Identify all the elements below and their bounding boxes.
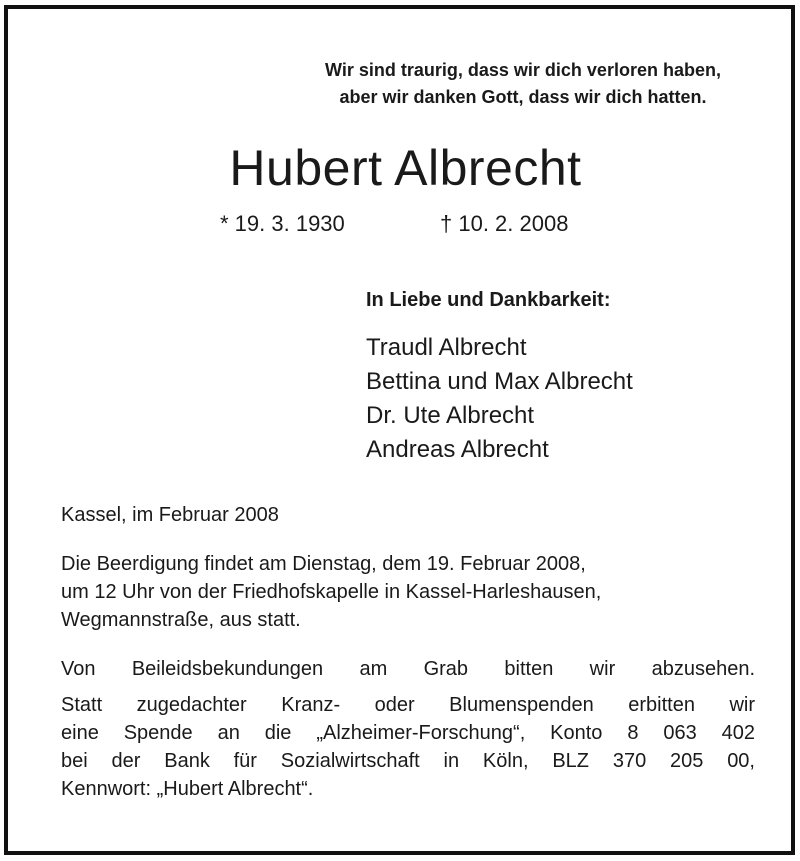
mourners-list (366, 331, 633, 467)
motto-line-1: Wir sind traurig, dass wir dich verloren haben, (325, 60, 721, 80)
donation-request (61, 691, 755, 803)
funeral-line-2: um 12 Uhr von der Friedhofskapelle in Kassel-Harleshausen, (61, 581, 602, 603)
deceased-name: Hubert Albrecht (229, 140, 582, 196)
mourner-name: Traudl Albrecht (366, 334, 527, 361)
mourner-name: Dr. Ute Albrecht (366, 402, 535, 429)
donation-line-1: Statt zugedachter Kranz- oder Blumenspenden erbitten wir (61, 694, 755, 716)
obituary-notice (4, 5, 795, 855)
donation-line-3: bei der Bank für Sozialwirtschaft in Köln, BLZ 370 205 00, (61, 750, 755, 772)
condolence-request: Von Beileidsbekundungen am Grab bitten wir abzusehen. (61, 658, 755, 680)
funeral-line-1: Die Beerdigung findet am Dienstag, dem 19. Februar 2008, (61, 553, 586, 575)
mourners-heading: In Liebe und Dankbarkeit: (366, 289, 611, 311)
motto-line-2: aber wir danken Gott, dass wir dich hatten. (339, 87, 707, 107)
mourner-name: Andreas Albrecht (366, 436, 549, 463)
mourner-name: Bettina und Max Albrecht (366, 368, 633, 395)
death-date: † 10. 2. 2008 (440, 211, 569, 236)
motto-quote (288, 57, 758, 111)
place-and-date: Kassel, im Februar 2008 (61, 504, 279, 526)
funeral-announcement (61, 550, 755, 634)
funeral-line-3: Wegmannstraße, aus statt. (61, 609, 301, 631)
donation-line-2: eine Spende an die „Alzheimer-Forschung“, Konto 8 063 402 (61, 722, 755, 744)
donation-line-4: Kennwort: „Hubert Albrecht“. (61, 778, 314, 800)
birth-date: * 19. 3. 1930 (220, 211, 345, 236)
